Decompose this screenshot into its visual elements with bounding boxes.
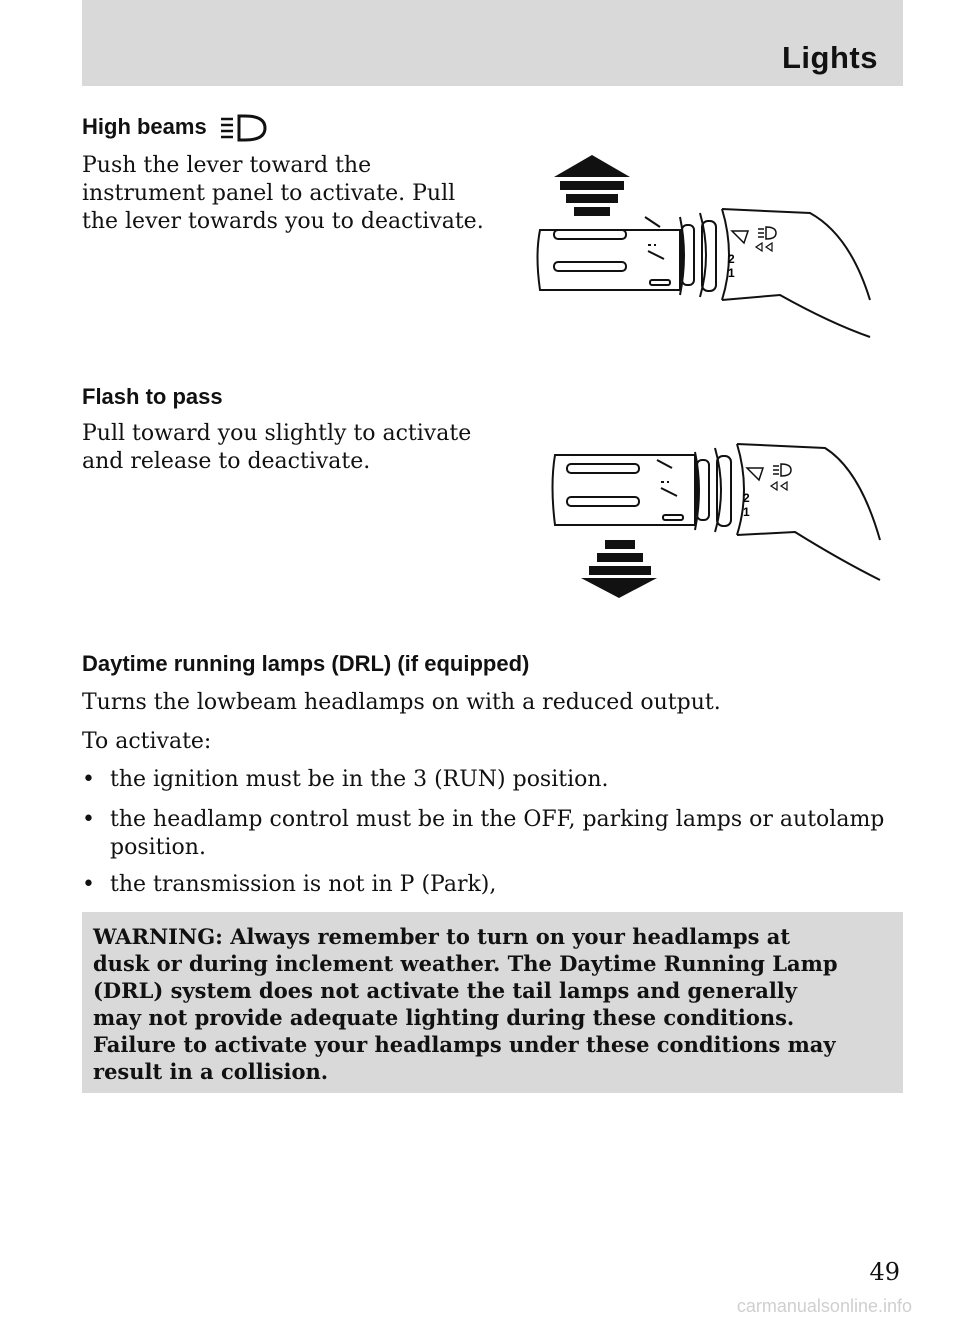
speed-1-label: 1	[743, 505, 750, 519]
flash-to-pass-body-line: and release to deactivate.	[82, 449, 371, 474]
flash-to-pass-heading: Flash to pass	[82, 384, 223, 409]
header-band	[82, 0, 903, 86]
high-beam-icon	[219, 114, 269, 142]
lever-high-beam-icon	[758, 227, 776, 239]
drl-to-activate: To activate:	[82, 729, 212, 754]
warning-line: dusk or during inclement weather. The Daytime Running Lamp	[93, 951, 838, 976]
pull-arrow-icon	[581, 540, 657, 598]
high-beams-body	[82, 152, 484, 236]
flash-to-pass-body	[82, 420, 471, 476]
warning-line: may not provide adequate lighting during these conditions.	[93, 1005, 795, 1030]
drl-intro: Turns the lowbeam headlamps on with a reduced output.	[82, 690, 721, 715]
lever-push-illustration	[530, 155, 875, 345]
drl-bullet-text: the ignition must be in the 3 (RUN) position.	[110, 767, 609, 792]
drl-bullet	[82, 806, 912, 862]
bullet-dot: •	[82, 807, 95, 832]
high-beams-heading	[82, 114, 269, 142]
high-beams-body-line: the lever towards you to deactivate.	[82, 209, 484, 234]
drl-bullet	[82, 766, 912, 794]
high-beams-body-line: Push the lever toward the	[82, 153, 372, 178]
page-number: 49	[869, 1258, 900, 1286]
drl-heading: Daytime running lamps (DRL) (if equipped)	[82, 651, 530, 676]
speed-1-label: 1	[728, 266, 735, 280]
warning-line: Failure to activate your headlamps under these conditions may	[93, 1032, 836, 1057]
speed-2-label: 2	[743, 491, 750, 505]
warning-box	[82, 912, 903, 1093]
flash-to-pass-body-line: Pull toward you slightly to activate	[82, 421, 472, 446]
bullet-dot: •	[82, 767, 95, 792]
warning-line: WARNING: Always remember to turn on your headlamps at	[93, 924, 791, 949]
watermark: carmanualsonline.info	[736, 1296, 912, 1316]
high-beams-heading-text: High beams	[82, 114, 207, 139]
lever-pull-illustration	[545, 440, 890, 605]
warning-text	[93, 923, 893, 1085]
drl-bullet	[82, 871, 912, 899]
speed-2-label: 2	[728, 252, 735, 266]
bullet-dot: •	[82, 872, 95, 897]
lever-high-beam-icon	[773, 464, 791, 476]
warning-line: (DRL) system does not activate the tail lamps and generally	[93, 978, 797, 1003]
push-arrow-icon	[554, 155, 630, 216]
drl-bullet-text: the transmission is not in P (Park),	[110, 872, 497, 897]
drl-bullet-text: the headlamp control must be in the OFF, parking lamps or autolamp position.	[110, 807, 885, 860]
section-title: Lights	[782, 40, 878, 75]
high-beams-body-line: instrument panel to activate. Pull	[82, 181, 456, 206]
warning-line: result in a collision.	[93, 1059, 329, 1084]
